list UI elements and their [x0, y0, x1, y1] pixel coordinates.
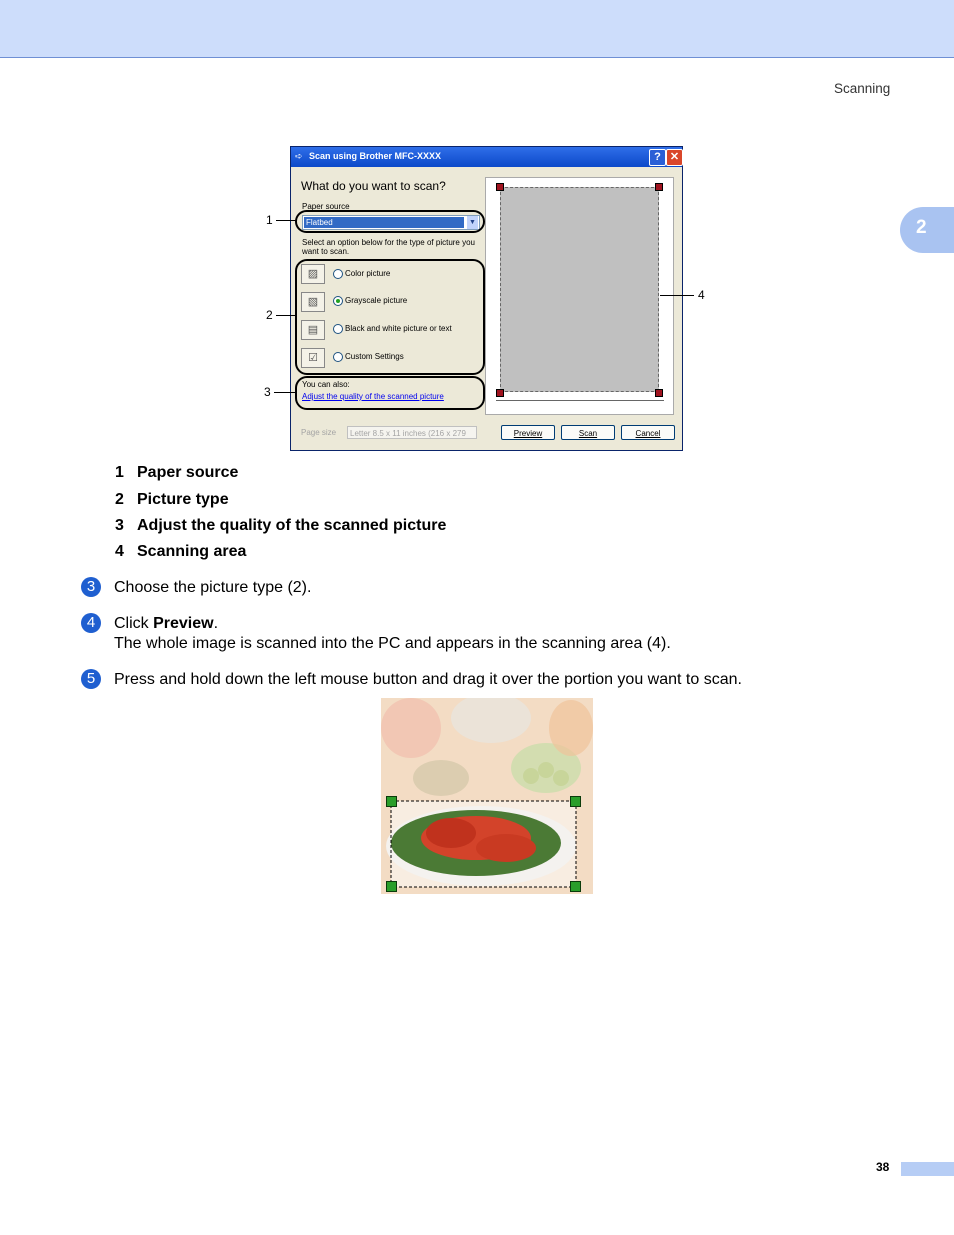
section-title: Scanning — [834, 81, 891, 96]
legend-number: 1 — [115, 464, 124, 481]
lobster-photo-illustration — [381, 698, 593, 894]
step-bullet-3: 3 — [81, 577, 101, 597]
callout-number-1: 1 — [266, 213, 273, 227]
legend-item — [115, 517, 446, 535]
help-button[interactable]: ? — [649, 149, 666, 166]
leader-line-3 — [274, 392, 296, 393]
preview-baseline — [496, 400, 664, 401]
legend-text: Adjust the quality of the scanned picture — [137, 517, 447, 534]
callout-number-4: 4 — [698, 288, 705, 302]
scanner-icon: ➪ — [295, 151, 303, 161]
dialog-titlebar — [291, 147, 682, 167]
callout-adjust-quality — [295, 376, 485, 410]
header-band — [0, 0, 954, 58]
page-number: 38 — [876, 1160, 890, 1174]
crop-handle-bottom-right[interactable] — [570, 881, 581, 892]
adjust-quality-link[interactable]: Adjust the quality of the scanned picture — [302, 392, 444, 401]
page-size-select[interactable]: Letter 8.5 x 11 inches (216 x 279 — [347, 426, 477, 439]
select-prompt-line1: Select an option below for the type of picture you — [302, 238, 475, 247]
callout-picture-type — [295, 259, 485, 375]
step-4-line1 — [114, 615, 218, 633]
grayscale-picture-icon[interactable]: ▧ — [301, 292, 325, 312]
legend-text: Paper source — [137, 464, 239, 481]
page-size-label: Page size — [301, 428, 337, 437]
crop-handle-bottom-right[interactable] — [655, 389, 663, 397]
cancel-button[interactable]: Cancel — [621, 425, 675, 440]
custom-settings-icon[interactable]: ☑ — [301, 348, 325, 368]
color-picture-icon[interactable]: ▨ — [301, 264, 325, 284]
preview-button[interactable]: Preview — [501, 425, 555, 440]
dialog-title: Scan using Brother MFC-XXXX — [309, 151, 442, 161]
legend-item — [115, 491, 229, 509]
you-can-also-label: You can also: — [302, 380, 350, 389]
callout-paper-source — [295, 210, 485, 233]
callout-number-3: 3 — [264, 385, 271, 399]
step-bullet-4: 4 — [81, 613, 101, 633]
step-4-suffix: . — [213, 615, 219, 632]
legend-item — [115, 543, 246, 561]
scanning-area[interactable] — [485, 177, 674, 415]
callout-number-2: 2 — [266, 308, 273, 322]
leader-line-1 — [276, 220, 296, 221]
select-prompt-line2: want to scan. — [302, 247, 350, 256]
page-number-bar — [901, 1162, 954, 1176]
preview-photo — [381, 698, 593, 894]
scan-button[interactable]: Scan — [561, 425, 615, 440]
step-4-prefix: Click — [114, 615, 154, 632]
option-custom-settings[interactable]: Custom Settings — [345, 352, 404, 361]
chapter-tab — [900, 207, 954, 253]
paper-source-label: Paper source — [302, 202, 350, 211]
legend-number: 2 — [115, 491, 124, 508]
legend-number: 3 — [115, 517, 124, 534]
crop-handle-top-right[interactable] — [570, 796, 581, 807]
close-button[interactable]: ✕ — [666, 149, 683, 166]
chevron-down-icon[interactable]: ▼ — [467, 216, 478, 229]
legend-item — [115, 464, 238, 482]
crop-handle-top-left[interactable] — [386, 796, 397, 807]
chapter-number: 2 — [916, 217, 927, 238]
crop-handle-top-left[interactable] — [496, 183, 504, 191]
leader-line-4 — [660, 295, 694, 296]
step-5-text: Press and hold down the left mouse button and drag it over the portion you want to scan. — [114, 671, 742, 688]
legend-text: Scanning area — [137, 543, 247, 560]
option-grayscale-picture[interactable]: Grayscale picture — [345, 296, 408, 305]
scan-dialog — [290, 146, 683, 451]
option-bw-text[interactable]: Black and white picture or text — [345, 324, 452, 333]
leader-line-2 — [276, 315, 296, 316]
option-color-picture[interactable]: Color picture — [345, 269, 391, 278]
crop-handle-bottom-left[interactable] — [386, 881, 397, 892]
step-4-line2: The whole image is scanned into the PC and appears in the scanning area (4). — [114, 635, 671, 652]
paper-source-value: Flatbed — [304, 217, 464, 228]
crop-handle-top-right[interactable] — [655, 183, 663, 191]
step-4-bold: Preview — [153, 615, 214, 632]
step-3-text: Choose the picture type (2). — [114, 579, 312, 596]
bw-text-icon[interactable]: ▤ — [301, 320, 325, 340]
legend-text: Picture type — [137, 491, 229, 508]
crop-handle-bottom-left[interactable] — [496, 389, 504, 397]
legend-number: 4 — [115, 543, 124, 560]
step-bullet-5: 5 — [81, 669, 101, 689]
preview-region — [500, 187, 659, 392]
dialog-question: What do you want to scan? — [301, 179, 446, 193]
